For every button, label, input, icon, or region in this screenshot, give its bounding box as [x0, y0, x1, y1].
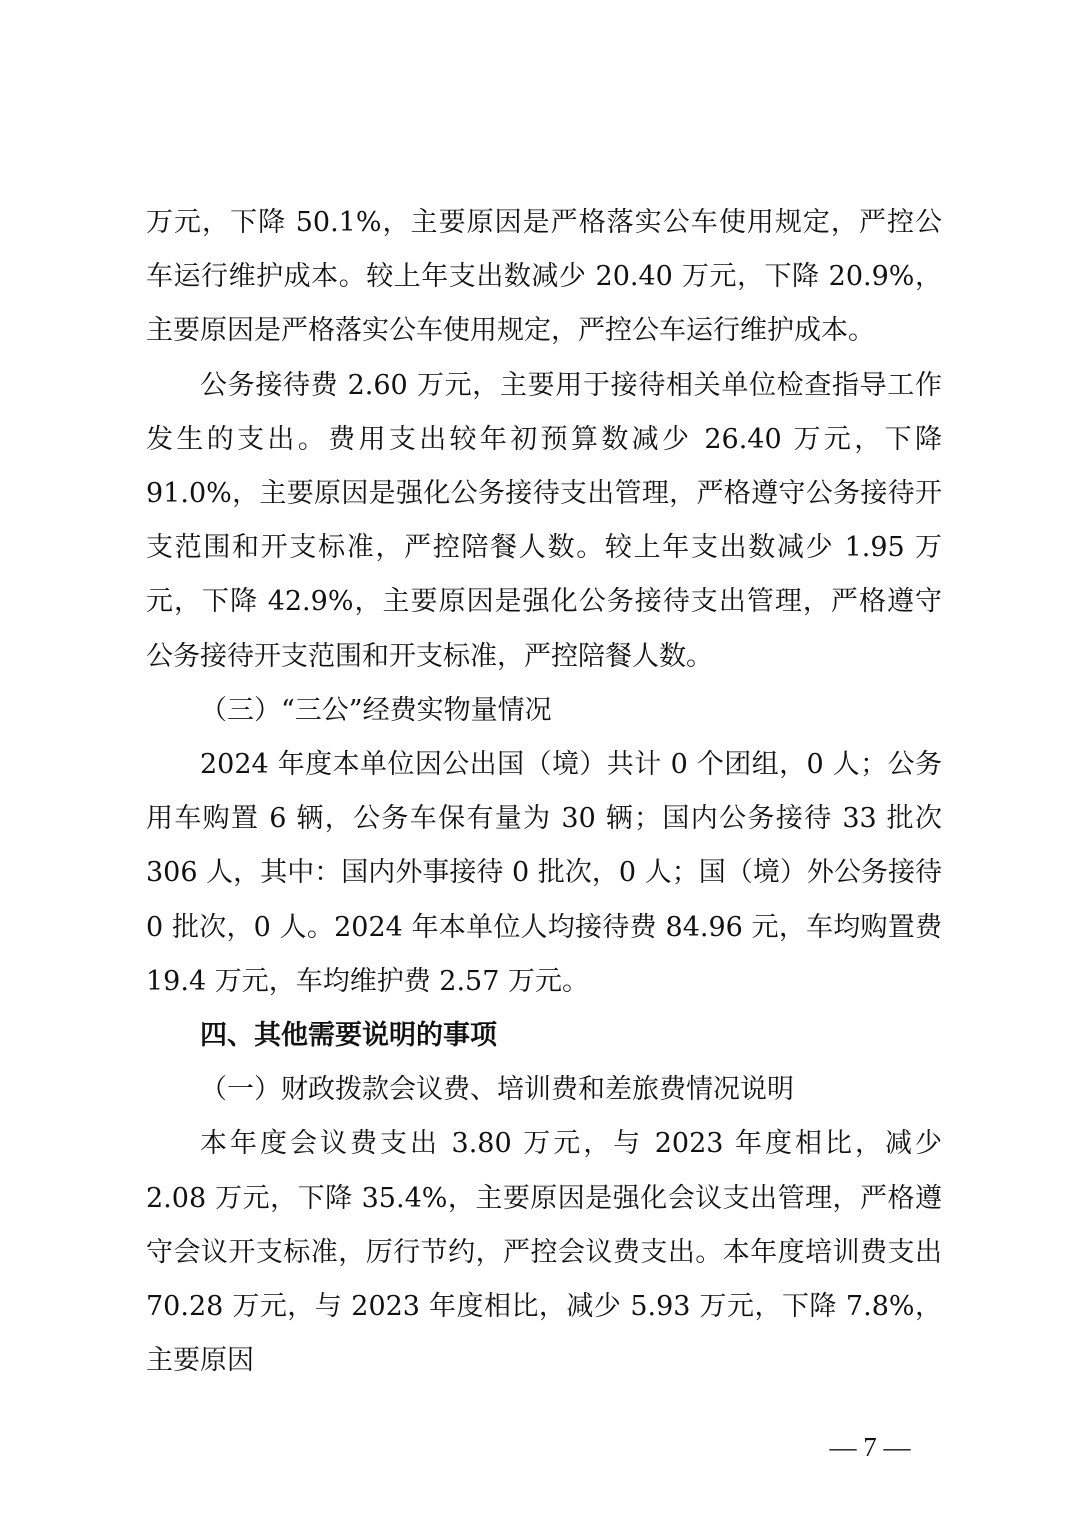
paragraph-physical-quantity: 2024 年度本单位因公出国（境）共计 0 个团组，0 人；公务用车购置 6 辆，公务车保有量为 30 辆；国内公务接待 33 批次 306 人，其中：国内外事接待 0 批次，0 人；国（境）外公务接待 0 批次，0 人。2024 年本单位人均接待费 84.96 元，车均购置费 19.4 万元，车均维护费 2.57 万元。	[146, 749, 942, 997]
section-heading-other-matters: 四、其他需要说明的事项	[200, 1020, 497, 1052]
page-number: — 7 —	[829, 1432, 911, 1462]
paragraph-meeting-training: 本年度会议费支出 3.80 万元，与 2023 年度相比，减少 2.08 万元，下降 35.4%，主要原因是强化会议支出管理，严格遵守会议开支标准，厉行节约，严控会议费支出。本年度培训费支出 70.28 万元，与 2023 年度相比，减少 5.93 万元，下降 7.8%，主要原因	[146, 1128, 942, 1377]
paragraph-vehicle-maintenance-continued: 万元，下降 50.1%，主要原因是严格落实公车使用规定，严控公车运行维护成本。较上年支出数减少 20.40 万元，下降 20.9%，主要原因是严格落实公车使用规定，严控公车运行维护成本。	[146, 207, 942, 347]
paragraph-reception-expenses: 公务接待费 2.60 万元，主要用于接待相关单位检查指导工作发生的支出。费用支出较年初预算数减少 26.40 万元，下降 91.0%，主要原因是强化公务接待支出管理，严格遵守公务接待开支范围和开支标准，严控陪餐人数。较上年支出数减少 1.95 万元，下降 42.9%，主要原因是强化公务接待支出管理，严格遵守公务接待开支范围和开支标准，严控陪餐人数。	[146, 369, 942, 672]
subheading-physical-quantity: （三）“三公”经费实物量情况	[200, 694, 552, 726]
body-text	[146, 196, 942, 1388]
subheading-meeting-training-travel: （一）财政拨款会议费、培训费和差旅费情况说明	[200, 1074, 794, 1106]
